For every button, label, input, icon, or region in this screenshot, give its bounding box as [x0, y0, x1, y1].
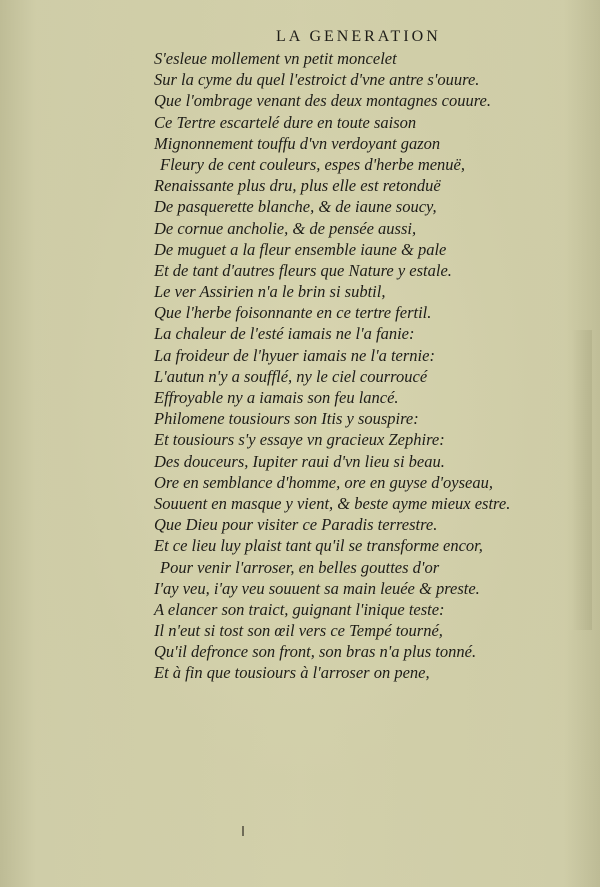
- verse-line: Le ver Assirien n'a le brin si subtil,: [154, 282, 386, 302]
- verse-line: Fleury de cent couleurs, espes d'herbe menuë,: [160, 154, 466, 174]
- verse-line: Et ce lieu luy plaist tant qu'il se transforme encor,: [154, 536, 483, 556]
- ink-mark: [242, 826, 244, 836]
- verse-line: A elancer son traict, guignant l'inique teste:: [154, 599, 445, 619]
- verse-line: Mignonnement touffu d'vn verdoyant gazon: [154, 133, 441, 153]
- verse-line: Et tousiours s'y essaye vn gracieux Zephire:: [154, 430, 445, 450]
- verse-line: I'ay veu, i'ay veu souuent sa main leuée & preste.: [154, 578, 480, 598]
- verse-line: Que Dieu pour visiter ce Paradis terrestre.: [154, 515, 438, 535]
- verse-line: Que l'herbe foisonnante en ce tertre fertil.: [154, 303, 432, 323]
- verse-line: Sur la cyme du quel l'estroict d'vne antre s'ouure.: [154, 70, 480, 90]
- verse-line: De muguet a la fleur ensemble iaune & pale: [154, 239, 447, 259]
- verse-line: La chaleur de l'esté iamais ne l'a fanie:: [154, 324, 415, 344]
- verse-line: De pasquerette blanche, & de iaune soucy,: [154, 197, 437, 217]
- verse-line: Il n'eut si tost son œil vers ce Tempé tourné,: [154, 621, 443, 641]
- verse-line: Et à fin que tousiours à l'arroser on pene,: [154, 663, 430, 683]
- verse-line: Effroyable ny a iamais son feu lancé.: [154, 388, 399, 407]
- verse-line: Que l'ombrage venant des deux montagnes couure.: [154, 91, 491, 111]
- verse-line: Ore en semblance d'homme, ore en guyse d'oyseau,: [154, 472, 493, 492]
- verse-line: Pour venir l'arroser, en belles gouttes d'or: [160, 557, 440, 577]
- verse-line: Qu'il defronce son front, son bras n'a plus tonné.: [154, 642, 477, 662]
- verse-line: La froideur de l'hyuer iamais ne l'a ternie:: [154, 345, 435, 365]
- verse-line: Renaissante plus dru, plus elle est retonduë: [154, 176, 441, 196]
- verse-block: [154, 48, 574, 684]
- verse-line: Ce Tertre escartelé dure en toute saison: [154, 112, 417, 132]
- verse-line: De cornue ancholie, & de pensée aussi,: [154, 218, 417, 238]
- verse-line: S'esleue mollement vn petit moncelet: [154, 49, 397, 68]
- verse-line: Philomene tousiours son Itis y souspire:: [154, 409, 419, 429]
- verse-line: Souuent en masque y vient, & beste ayme mieux estre.: [154, 493, 511, 513]
- show-through-shadow: [572, 330, 592, 630]
- running-head: LA GENERATION: [276, 28, 441, 45]
- verse-line: L'autun n'y a soufflé, ny le ciel courroucé: [154, 366, 428, 386]
- verse-line: Des douceurs, Iupiter raui d'vn lieu si beau.: [154, 451, 445, 471]
- verse-line: Et de tant d'autres fleurs que Nature y estale.: [154, 260, 452, 280]
